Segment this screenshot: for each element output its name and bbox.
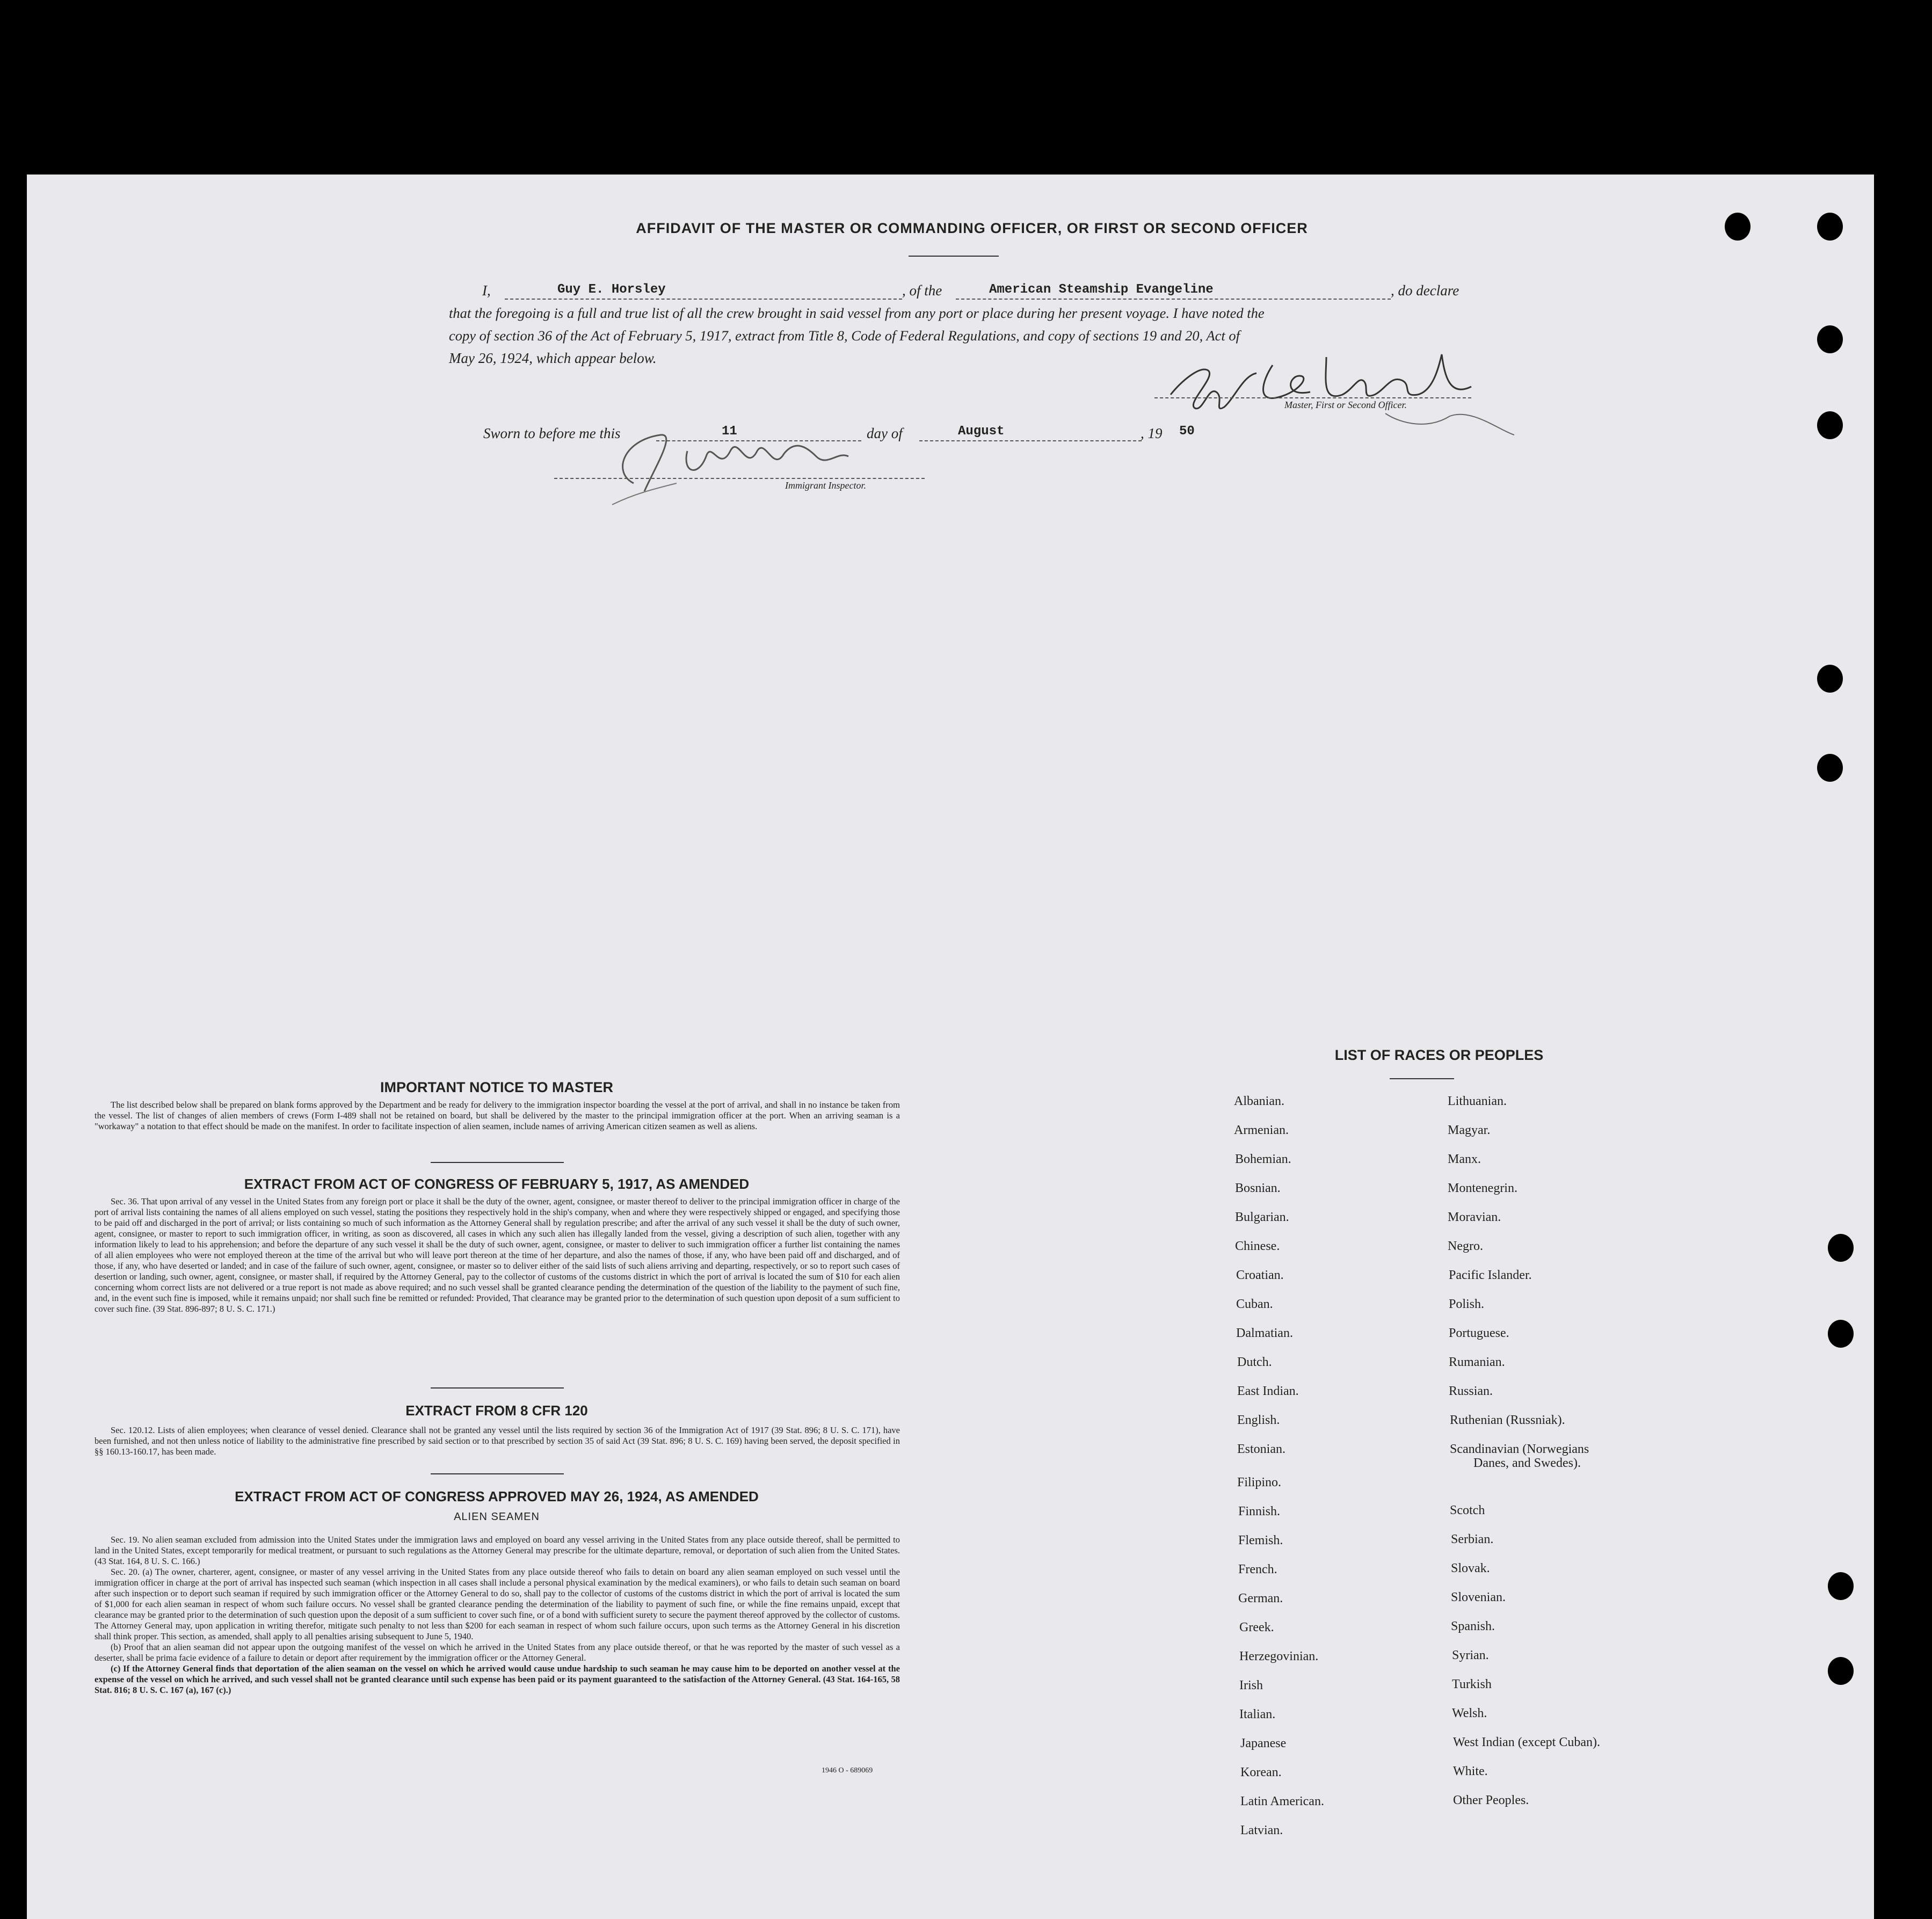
extract-1917-title: EXTRACT FROM ACT OF CONGRESS OF FEBRUARY 5, 1917, AS AMENDED	[244, 1176, 750, 1192]
month-underline	[919, 440, 1142, 441]
sec120-text: Sec. 120.12. Lists of alien employees; when clearance of vessel denied. Clearance shall not be granted any vessel until the lists required by section 36 of the Immigration Act of 1917 (39 Stat. 896; 8 U. S. C. 171), have been furnished, and not then unless notice of liability to the administrative fine prescribed by said section or to that prescribed by section 35 of said Act (39 Stat. 896; 8 U. S. C. 169) having been served, the deposit specified in §§ 160.13-160.17, has been made.	[95, 1425, 900, 1457]
race-item: Russian.	[1449, 1384, 1493, 1398]
punch-hole	[1828, 1234, 1854, 1262]
race-item: Estonian.	[1237, 1442, 1285, 1456]
name-underline	[505, 299, 902, 300]
inspector-caption: Immigrant Inspector.	[785, 480, 866, 491]
extract-1924-subtitle: ALIEN SEAMEN	[454, 1511, 540, 1523]
vessel-name: American Steamship Evangeline	[989, 282, 1214, 297]
master-name: Guy E. Horsley	[557, 282, 666, 297]
sec19-text: Sec. 19. No alien seaman excluded from admission into the United States under the immigration laws and employed on board any vessel arriving in the United States from any place outside thereof, shall be permitted to land in the United States, except temporarily for medical treatment, or pursuant to such regulations as the Attorney General may prescribe for the ultimate departure, removal, or deportation of such alien from the United States. (43 Stat. 164, 8 U. S. C. 166.)	[95, 1535, 900, 1566]
race-item: Greek.	[1239, 1620, 1274, 1634]
race-item: Albanian.	[1234, 1094, 1284, 1108]
race-item: English.	[1237, 1413, 1280, 1427]
sec36-text: Sec. 36. That upon arrival of any vessel in the United States from any foreign port or place it shall be the duty of the owner, agent, consignee, or master thereof to deliver to the principal immigration officer in charge of the port of arrival lists containing the names of all aliens employed on such vessel, stating the positions they respectively hold in the ship's company, when and where they were respectively shipped or engaged, and specifying those to be paid off and discharged in the port of arrival; or lists containing so much of such information as the Attorney General shall by regulation prescribe; and after the arrival of any such vessel it shall be the duty of such owner, agent, consignee, or master to report to such immigration officer, in writing, as soon as discovered, all cases in which any such alien has illegally landed from the vessel, giving a description of such alien, together with any information likely to lead to his apprehension; and before the departure of any such vessel it shall be the duty of such owner, agent, consignee, or master to deliver to such immigration officer a further list containing the names of all alien employees who were not employed thereon at the time of the arrival but who will leave port thereon at the time of her departure, and also the names of those, if any, who have been paid off and discharged, and of those, if any, who have deserted or landed; and in case of the failure of such owner, agent, consignee, or master so to deliver either of the said lists of such aliens arriving and departing, respectively, or so to report such cases of desertion or landing, such owner, agent, consignee, or master shall, if required by the Attorney General, pay to the collector of customs of the customs district in which the port of arrival is located the sum of $10 for each alien concerning whom correct lists are not delivered or a true report is not made as above required; and no such vessel shall be granted clearance pending the determination of the question of the liability to the payment of such fine, and, in the event such fine is imposed, while it remains unpaid; nor shall such fine be remitted or refunded: Provided, That clearance may be granted prior to the determination of such question upon deposit of a sum sufficient to cover such fine. (39 Stat. 896-897; 8 U. S. C. 171.)	[95, 1196, 900, 1314]
divider	[431, 1162, 564, 1163]
notice-body	[95, 1100, 900, 1132]
divider	[1390, 1078, 1454, 1079]
extract-1917-body	[95, 1196, 900, 1314]
punch-hole	[1828, 1320, 1854, 1348]
race-item: Montenegrin.	[1448, 1181, 1517, 1195]
race-item: Polish.	[1449, 1297, 1485, 1311]
race-item: Latvian.	[1240, 1823, 1283, 1837]
punch-hole	[1828, 1572, 1854, 1600]
race-item: Rumanian.	[1449, 1355, 1505, 1369]
extract-cfr-title: EXTRACT FROM 8 CFR 120	[405, 1402, 588, 1419]
race-item: Scotch	[1450, 1503, 1485, 1517]
race-item: Welsh.	[1452, 1706, 1487, 1720]
race-item: French.	[1238, 1562, 1277, 1576]
race-item: Serbian.	[1451, 1532, 1494, 1546]
race-item: Bulgarian.	[1235, 1210, 1289, 1224]
day-of-label: day of	[867, 425, 903, 441]
race-item: Pacific Islander.	[1449, 1268, 1532, 1282]
race-item: German.	[1238, 1591, 1283, 1605]
signature-underline	[1154, 397, 1471, 398]
sworn-month: August	[958, 424, 1005, 439]
race-item: Portuguese.	[1449, 1326, 1509, 1340]
race-item: Bosnian.	[1235, 1181, 1281, 1195]
race-item: Manx.	[1448, 1152, 1481, 1166]
punch-hole	[1817, 754, 1843, 782]
signature-caption: Master, First or Second Officer.	[1284, 399, 1407, 410]
race-item: Armenian.	[1234, 1123, 1289, 1137]
divider	[431, 1387, 564, 1389]
sworn-year: 50	[1179, 424, 1195, 439]
race-item: Flemish.	[1238, 1533, 1283, 1547]
sec20b-text: (b) Proof that an alien seaman did not appear upon the outgoing manifest of the vessel on which he arrived in the United States from any place outside thereof, or that he was reported by the master of such vessel as a deserter, shall be prima facie evidence of a failure to detain or deport after requirement by the immigration officer or the Attorney General.	[95, 1642, 900, 1663]
divider	[909, 256, 999, 257]
extract-1924-body	[95, 1535, 900, 1696]
race-item: West Indian (except Cuban).	[1453, 1735, 1600, 1749]
race-item: Irish	[1239, 1678, 1263, 1692]
sworn-label: Sworn to before me this	[483, 425, 621, 441]
race-item: Bohemian.	[1235, 1152, 1291, 1166]
race-item: Lithuanian.	[1448, 1094, 1507, 1108]
race-item: Latin American.	[1240, 1794, 1324, 1808]
declaration-line: that the foregoing is a full and true list of all the crew brought in said vessel from any port or place during her present voyage. I have noted the	[449, 305, 1265, 321]
of-the-label: , of the	[902, 282, 942, 299]
race-item: Dalmatian.	[1236, 1326, 1293, 1340]
race-item: Dutch.	[1237, 1355, 1272, 1369]
affidavit-title: AFFIDAVIT OF THE MASTER OR COMMANDING OFFICER, OR FIRST OR SECOND OFFICER	[636, 220, 1308, 236]
divider	[431, 1473, 564, 1474]
punch-hole	[1725, 213, 1751, 241]
race-item: Moravian.	[1448, 1210, 1501, 1224]
do-declare-label: , do declare	[1391, 282, 1459, 299]
sec20c-text: (c) If the Attorney General finds that deportation of the alien seaman on the vessel on which he arrived would cause undue hardship to such seaman he may cause him to be deported on another vessel at the expense of the vessel on which he arrived, and such vessel shall not be granted clearance until such expense has been paid or its payment guaranteed to the satisfaction of the Attorney General. (43 Stat. 164-165, 58 Stat. 816; 8 U. S. C. 167 (a), 167 (c).)	[95, 1663, 900, 1695]
declaration-line: May 26, 1924, which appear below.	[449, 350, 657, 366]
race-item: Danes, and Swedes).	[1473, 1456, 1581, 1470]
race-item: Italian.	[1239, 1707, 1276, 1721]
punch-hole	[1817, 325, 1843, 353]
year-prefix: , 19	[1141, 425, 1163, 441]
sworn-day: 11	[722, 424, 737, 439]
race-item: Filipino.	[1237, 1475, 1282, 1489]
master-signature	[1149, 344, 1514, 440]
race-item: Other Peoples.	[1453, 1793, 1529, 1807]
race-item: Slovak.	[1451, 1561, 1490, 1575]
race-item: Magyar.	[1448, 1123, 1491, 1137]
race-item: East Indian.	[1237, 1384, 1299, 1398]
race-item: Croatian.	[1236, 1268, 1284, 1282]
punch-hole	[1817, 411, 1843, 439]
punch-hole	[1828, 1657, 1854, 1685]
i-label: I,	[482, 282, 491, 299]
extract-1924-title: EXTRACT FROM ACT OF CONGRESS APPROVED MAY 26, 1924, AS AMENDED	[235, 1488, 759, 1504]
vessel-underline	[956, 299, 1391, 300]
race-item: Negro.	[1448, 1239, 1483, 1253]
race-item: Korean.	[1240, 1765, 1282, 1779]
notice-title: IMPORTANT NOTICE TO MASTER	[380, 1079, 613, 1095]
sec20a-text: Sec. 20. (a) The owner, charterer, agent, consignee, or master of any vessel arriving in the United States from any place outside thereof who fails to detain on board any alien seaman employed on such vessel until the immigration officer in charge at the port of arrival has inspected such seaman (which inspection in all cases shall include a personal physical examination by the medical examiners), or who fails to detain such seaman on board after such inspection or to deport such seaman if required by such immigration officer or the Attorney General to do so, shall pay to the collector of customs of the customs district in which the port of arrival is located the sum of $1,000 for each alien seaman in respect of whom such failure occurs. No vessel shall be granted clearance pending the determination of the liability to payment of such fine, or while the fine remains unpaid, except that clearance may be granted prior to the determination of such question upon the deposit of a sum sufficient to cover such fine, or of a bond with sufficient surety to secure the payment thereof approved by the collector of customs. The Attorney General may, upon application in writing therefor, mitigate such penalty to not less than $200 for each seaman in respect of whom such failure occurs, upon such terms as the Attorney General in his discretion shall think proper. This section, as amended, shall apply to all penalties arising subsequent to June 5, 1940.	[95, 1567, 900, 1641]
race-item: White.	[1453, 1764, 1488, 1778]
race-item: Finnish.	[1238, 1504, 1281, 1518]
race-item: Herzegovinian.	[1239, 1649, 1319, 1663]
extract-cfr-body	[95, 1425, 900, 1457]
inspector-signature	[591, 397, 870, 515]
race-item: Slovenian.	[1451, 1590, 1506, 1604]
declaration-line: copy of section 36 of the Act of February 5, 1917, extract from Title 8, Code of Federal Regulations, and copy of sections 19 and 20, Act of	[449, 328, 1240, 344]
race-item: Ruthenian (Russniak).	[1450, 1413, 1565, 1427]
punch-hole	[1817, 665, 1843, 693]
race-item: Chinese.	[1235, 1239, 1280, 1253]
races-title: LIST OF RACES OR PEOPLES	[1334, 1047, 1544, 1063]
print-code: 1946 O - 689069	[822, 1767, 873, 1775]
race-item: Japanese	[1240, 1736, 1287, 1750]
inspector-underline	[554, 478, 925, 479]
race-item: Syrian.	[1452, 1648, 1489, 1662]
race-item: Turkish	[1452, 1677, 1492, 1691]
punch-hole	[1817, 213, 1843, 241]
race-item: Scandinavian (Norwegians	[1450, 1442, 1589, 1456]
race-item: Cuban.	[1236, 1297, 1273, 1311]
notice-text: The list described below shall be prepared on blank forms approved by the Department and be ready for delivery to the immigration inspector boarding the vessel at the port of arrival, and shall in no instance be taken from the vessel. The list of changes of alien members of crews (Form I-489 shall not be retained on board, but shall be delivered by the master to the principal immigration officer at the port. When an arriving seaman is a "workaway" a notation to that effect should be made on the manifest. In order to facilitate inspection of alien seamen, include names of arriving American citizen seamen as well as aliens.	[95, 1100, 900, 1131]
race-item: Spanish.	[1451, 1619, 1495, 1633]
